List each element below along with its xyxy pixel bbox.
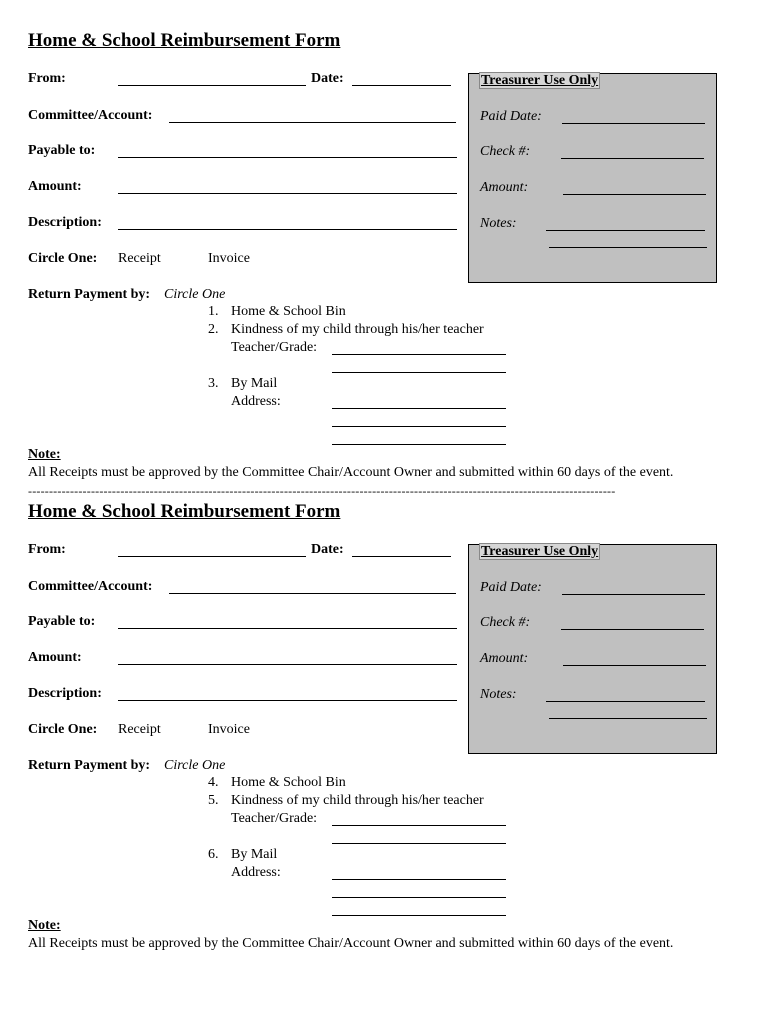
date-field[interactable] bbox=[352, 556, 451, 557]
date-label: Date: bbox=[311, 71, 344, 86]
notes-field-1[interactable] bbox=[546, 230, 705, 231]
option-number: 3. bbox=[208, 376, 219, 391]
address-field-3[interactable] bbox=[332, 915, 506, 916]
address-label: Address: bbox=[231, 865, 281, 880]
treasurer-amount-label: Amount: bbox=[480, 180, 529, 195]
treasurer-heading: Treasurer Use Only bbox=[481, 544, 599, 559]
payable-field[interactable] bbox=[118, 628, 457, 629]
address-label: Address: bbox=[231, 394, 281, 409]
from-label: From: bbox=[28, 71, 66, 86]
from-label: From: bbox=[28, 542, 66, 557]
form-title: Home & School Reimbursement Form bbox=[28, 501, 341, 522]
treasurer-amount-field[interactable] bbox=[563, 194, 706, 195]
address-field-3[interactable] bbox=[332, 444, 506, 445]
notes-label: Notes: bbox=[480, 687, 517, 702]
note-text: All Receipts must be approved by the Committee Chair/Account Owner and submitted within 60 days of the event. bbox=[28, 465, 674, 480]
paid-date-field[interactable] bbox=[562, 123, 705, 124]
description-field[interactable] bbox=[118, 229, 457, 230]
committee-field[interactable] bbox=[169, 593, 456, 594]
check-field[interactable] bbox=[561, 158, 704, 159]
description-label: Description: bbox=[28, 686, 102, 701]
description-field[interactable] bbox=[118, 700, 457, 701]
return-payment-label: Return Payment by: bbox=[28, 287, 151, 302]
check-label: Check #: bbox=[480, 144, 531, 159]
paid-date-field[interactable] bbox=[562, 594, 705, 595]
notes-field-1[interactable] bbox=[546, 701, 705, 702]
amount-label: Amount: bbox=[28, 179, 82, 194]
address-field-2[interactable] bbox=[332, 426, 506, 427]
check-label: Check #: bbox=[480, 615, 531, 630]
committee-field[interactable] bbox=[169, 122, 456, 123]
address-field-1[interactable] bbox=[332, 879, 506, 880]
receipt-option[interactable]: Receipt bbox=[118, 722, 161, 737]
address-field-2[interactable] bbox=[332, 897, 506, 898]
date-label: Date: bbox=[311, 542, 344, 557]
date-field[interactable] bbox=[352, 85, 451, 86]
payable-label: Payable to: bbox=[28, 143, 96, 158]
invoice-option[interactable]: Invoice bbox=[208, 251, 250, 266]
notes-field-2[interactable] bbox=[549, 718, 707, 719]
teacher-grade-field[interactable] bbox=[332, 354, 506, 355]
option-kindness-teacher[interactable]: Kindness of my child through his/her teacher bbox=[231, 793, 484, 808]
treasurer-box bbox=[468, 544, 717, 754]
option-by-mail[interactable]: By Mail bbox=[231, 847, 278, 862]
treasurer-amount-label: Amount: bbox=[480, 651, 529, 666]
paid-date-label: Paid Date: bbox=[480, 109, 542, 124]
description-label: Description: bbox=[28, 215, 102, 230]
teacher-grade-field-2[interactable] bbox=[332, 843, 506, 844]
circle-one-label: Circle One: bbox=[28, 722, 98, 737]
from-field[interactable] bbox=[118, 85, 306, 86]
treasurer-box bbox=[468, 73, 717, 283]
option-number: 6. bbox=[208, 847, 219, 862]
amount-label: Amount: bbox=[28, 650, 82, 665]
cut-line-separator: -------------------------------------------------------------------------------------------------------------------------------------------- bbox=[28, 484, 616, 498]
reimbursement-form-1 bbox=[0, 0, 770, 480]
payable-field[interactable] bbox=[118, 157, 457, 158]
reimbursement-form-2 bbox=[0, 471, 770, 951]
teacher-grade-label: Teacher/Grade: bbox=[231, 340, 318, 355]
return-payment-label: Return Payment by: bbox=[28, 758, 151, 773]
notes-label: Notes: bbox=[480, 216, 517, 231]
option-number: 2. bbox=[208, 322, 219, 337]
invoice-option[interactable]: Invoice bbox=[208, 722, 250, 737]
payable-label: Payable to: bbox=[28, 614, 96, 629]
return-hint: Circle One bbox=[164, 758, 226, 773]
circle-one-label: Circle One: bbox=[28, 251, 98, 266]
treasurer-amount-field[interactable] bbox=[563, 665, 706, 666]
option-kindness-teacher[interactable]: Kindness of my child through his/her teacher bbox=[231, 322, 484, 337]
option-home-school-bin[interactable]: Home & School Bin bbox=[231, 775, 346, 790]
committee-label: Committee/Account: bbox=[28, 108, 153, 123]
teacher-grade-label: Teacher/Grade: bbox=[231, 811, 318, 826]
teacher-grade-field[interactable] bbox=[332, 825, 506, 826]
note-label: Note: bbox=[28, 918, 61, 933]
option-by-mail[interactable]: By Mail bbox=[231, 376, 278, 391]
address-field-1[interactable] bbox=[332, 408, 506, 409]
note-label: Note: bbox=[28, 447, 61, 462]
option-number: 4. bbox=[208, 775, 219, 790]
form-title: Home & School Reimbursement Form bbox=[28, 30, 341, 51]
option-number: 5. bbox=[208, 793, 219, 808]
option-number: 1. bbox=[208, 304, 219, 319]
option-home-school-bin[interactable]: Home & School Bin bbox=[231, 304, 346, 319]
treasurer-heading: Treasurer Use Only bbox=[481, 73, 599, 88]
amount-field[interactable] bbox=[118, 664, 457, 665]
teacher-grade-field-2[interactable] bbox=[332, 372, 506, 373]
return-hint: Circle One bbox=[164, 287, 226, 302]
notes-field-2[interactable] bbox=[549, 247, 707, 248]
paid-date-label: Paid Date: bbox=[480, 580, 542, 595]
from-field[interactable] bbox=[118, 556, 306, 557]
check-field[interactable] bbox=[561, 629, 704, 630]
amount-field[interactable] bbox=[118, 193, 457, 194]
committee-label: Committee/Account: bbox=[28, 579, 153, 594]
note-text: All Receipts must be approved by the Committee Chair/Account Owner and submitted within 60 days of the event. bbox=[28, 936, 674, 951]
receipt-option[interactable]: Receipt bbox=[118, 251, 161, 266]
